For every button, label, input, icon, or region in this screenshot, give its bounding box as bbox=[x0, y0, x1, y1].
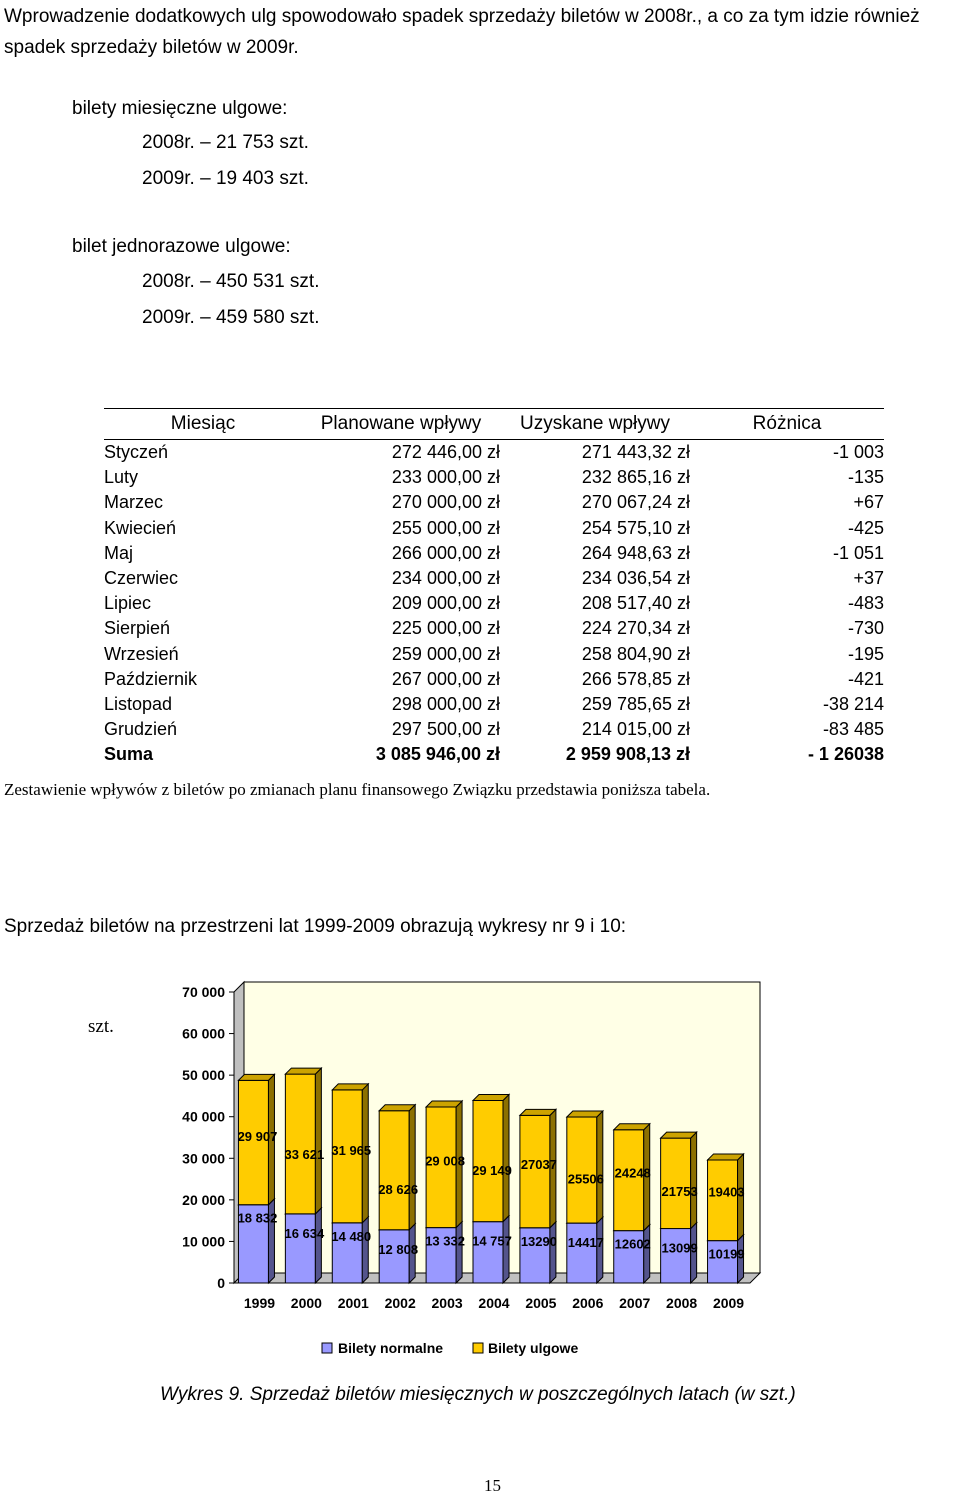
x-tick-label: 2008 bbox=[666, 1295, 698, 1311]
header-difference: Różnica bbox=[690, 409, 884, 440]
bar-side-2001 bbox=[362, 1217, 368, 1283]
cell-planned: 209 000,00 zł bbox=[391, 593, 500, 614]
cell-difference: -1 003 bbox=[832, 442, 884, 463]
bar-side-2008 bbox=[691, 1132, 697, 1228]
header-actual: Uzyskane wpływy bbox=[500, 409, 690, 440]
revenue-table-container bbox=[104, 408, 884, 767]
revenue-table bbox=[104, 408, 884, 767]
data-label-ulgowe: 33 621 bbox=[284, 1146, 325, 1162]
data-label-ulgowe: 19403 bbox=[708, 1184, 745, 1200]
data-label-ulgowe: 28 626 bbox=[378, 1182, 419, 1198]
x-tick-label: 2006 bbox=[572, 1295, 604, 1311]
intro-paragraph: Wprowadzenie dodatkowych ulg spowodowało spadek sprzedaży biletów w 2008r., a co za tym idzie również spadek sprzedaży biletów w 2009r. bbox=[4, 6, 920, 58]
table-row bbox=[104, 667, 884, 692]
sum-cell-difference: - 1 26038 bbox=[807, 744, 884, 765]
bar-side-2000 bbox=[315, 1068, 321, 1214]
data-label-ulgowe: 31 965 bbox=[331, 1143, 372, 1159]
table-row bbox=[104, 440, 884, 466]
bar-top-2002 bbox=[379, 1105, 415, 1111]
cell-actual: 258 804,90 zł bbox=[581, 643, 690, 664]
data-label-normalne: 13 332 bbox=[425, 1233, 465, 1249]
x-tick-label: 2000 bbox=[290, 1295, 322, 1311]
data-label-normalne: 18 832 bbox=[237, 1210, 278, 1226]
bar-top-2004 bbox=[473, 1094, 509, 1100]
cell-month: Grudzień bbox=[104, 719, 178, 740]
bar-top-2003 bbox=[426, 1101, 462, 1107]
cell-actual: 264 948,63 zł bbox=[581, 542, 690, 563]
bar-side-2003 bbox=[456, 1222, 462, 1283]
cell-actual: 270 067,24 zł bbox=[581, 492, 690, 513]
bar-side-2007 bbox=[644, 1225, 650, 1283]
cell-planned: 233 000,00 zł bbox=[391, 467, 500, 488]
bar-ulgowe-2009 bbox=[708, 1160, 738, 1241]
table-row bbox=[104, 717, 884, 742]
x-tick-label: 2001 bbox=[337, 1295, 369, 1311]
table-row bbox=[104, 490, 884, 515]
cell-difference: -483 bbox=[847, 593, 884, 614]
y-unit-label: szt. bbox=[88, 1016, 114, 1037]
page-number: 15 bbox=[484, 1476, 501, 1495]
cell-month: Czerwiec bbox=[104, 568, 179, 589]
data-label-ulgowe: 27037 bbox=[520, 1157, 557, 1173]
bar-top-2005 bbox=[520, 1109, 556, 1115]
chart-caption: Wykres 9. Sprzedaż biletów miesięcznych w poszczególnych latach (w szt.) bbox=[160, 1384, 796, 1405]
cell-difference: -730 bbox=[847, 618, 884, 639]
cell-difference: -421 bbox=[847, 668, 884, 689]
cell-planned: 298 000,00 zł bbox=[391, 693, 500, 714]
table-row bbox=[104, 692, 884, 717]
sum-cell-actual: 2 959 908,13 zł bbox=[565, 744, 690, 765]
cell-actual: 224 270,34 zł bbox=[581, 618, 690, 639]
data-label-ulgowe: 25506 bbox=[567, 1171, 604, 1187]
data-label-normalne: 13099 bbox=[661, 1240, 698, 1256]
x-tick-label: 2005 bbox=[525, 1295, 557, 1311]
data-label-normalne: 12602 bbox=[614, 1236, 651, 1252]
table-row bbox=[104, 516, 884, 541]
table-row bbox=[104, 465, 884, 490]
y-tick-label: 0 bbox=[217, 1275, 225, 1291]
legend-label-normalne: Bilety normalne bbox=[338, 1340, 444, 1356]
x-tick-label: 2004 bbox=[478, 1295, 510, 1311]
bar-ulgowe-2004 bbox=[473, 1100, 503, 1221]
bar-top-2006 bbox=[567, 1111, 603, 1117]
cell-planned: 255 000,00 zł bbox=[391, 517, 500, 538]
bar-top-2001 bbox=[332, 1084, 368, 1090]
bar-side-2000 bbox=[315, 1208, 321, 1283]
cell-actual: 266 578,85 zł bbox=[581, 668, 690, 689]
cell-difference: -1 051 bbox=[832, 542, 884, 563]
sum-cell-month: Suma bbox=[104, 744, 154, 765]
bar-normalne-2006 bbox=[567, 1223, 597, 1283]
cell-difference: -38 214 bbox=[822, 693, 884, 714]
sum-cell-planned: 3 085 946,00 zł bbox=[375, 744, 500, 765]
cell-planned: 234 000,00 zł bbox=[391, 568, 500, 589]
cell-month: Luty bbox=[104, 467, 139, 488]
x-tick-label: 2007 bbox=[619, 1295, 651, 1311]
data-label-ulgowe: 29 008 bbox=[425, 1153, 465, 1169]
data-label-normalne: 14 757 bbox=[472, 1233, 512, 1249]
data-label-normalne: 10199 bbox=[708, 1246, 745, 1262]
bar-ulgowe-2000 bbox=[285, 1074, 315, 1214]
x-tick-label: 2002 bbox=[384, 1295, 416, 1311]
cell-planned: 266 000,00 zł bbox=[391, 542, 500, 563]
data-label-ulgowe: 29 149 bbox=[472, 1163, 512, 1179]
legend-swatch-normalne bbox=[322, 1343, 332, 1353]
cell-planned: 259 000,00 zł bbox=[391, 643, 500, 664]
cell-difference: -195 bbox=[847, 643, 884, 664]
cell-actual: 234 036,54 zł bbox=[581, 568, 690, 589]
bar-ulgowe-2002 bbox=[379, 1111, 409, 1230]
cell-actual: 208 517,40 zł bbox=[581, 593, 690, 614]
bar-ulgowe-2006 bbox=[567, 1117, 597, 1223]
cell-actual: 259 785,65 zł bbox=[581, 693, 690, 714]
cell-month: Lipiec bbox=[104, 593, 152, 614]
cell-actual: 254 575,10 zł bbox=[581, 517, 690, 538]
bar-top-2008 bbox=[661, 1132, 697, 1138]
bar-normalne-2004 bbox=[473, 1222, 503, 1283]
legend-swatch-ulgowe bbox=[473, 1343, 483, 1353]
bar-normalne-2008 bbox=[661, 1229, 691, 1283]
header-month: Miesiąc bbox=[104, 409, 302, 440]
cell-actual: 214 015,00 zł bbox=[581, 719, 690, 740]
cell-month: Wrzesień bbox=[104, 643, 179, 664]
cell-planned: 267 000,00 zł bbox=[391, 668, 500, 689]
table-body bbox=[104, 440, 884, 768]
cell-actual: 232 865,16 zł bbox=[581, 467, 690, 488]
table-row bbox=[104, 566, 884, 591]
y-tick-label: 30 000 bbox=[182, 1150, 225, 1167]
cell-month: Październik bbox=[104, 668, 198, 689]
x-tick-label: 2003 bbox=[431, 1295, 463, 1311]
cell-planned: 297 500,00 zł bbox=[391, 719, 500, 740]
y-tick-label: 60 000 bbox=[182, 1025, 225, 1042]
bar-side-2006 bbox=[597, 1111, 603, 1223]
bar-top-2000 bbox=[285, 1068, 321, 1074]
table-row bbox=[104, 616, 884, 641]
bar-side-2002 bbox=[409, 1105, 415, 1230]
y-tick-label: 20 000 bbox=[182, 1191, 225, 1208]
cell-planned: 272 446,00 zł bbox=[391, 442, 500, 463]
single-item-2009: 2009r. – 459 580 szt. bbox=[142, 307, 320, 328]
table-row bbox=[104, 642, 884, 667]
data-label-normalne: 13290 bbox=[520, 1233, 557, 1249]
data-label-normalne: 16 634 bbox=[284, 1225, 325, 1241]
sales-intro: Sprzedaż biletów na przestrzeni lat 1999-2009 obrazują wykresy nr 9 i 10: bbox=[4, 916, 627, 937]
cell-difference: +67 bbox=[853, 492, 884, 513]
cell-month: Maj bbox=[104, 542, 134, 563]
single-heading: bilet jednorazowe ulgowe: bbox=[72, 236, 291, 257]
cell-month: Kwiecień bbox=[104, 517, 177, 538]
cell-month: Listopad bbox=[104, 693, 173, 714]
table-row bbox=[104, 591, 884, 616]
legend-label-ulgowe: Bilety ulgowe bbox=[488, 1340, 579, 1356]
bar-top-2007 bbox=[614, 1124, 650, 1130]
bar-side-2004 bbox=[503, 1216, 509, 1283]
cell-month: Styczeń bbox=[104, 442, 169, 463]
data-label-normalne: 14417 bbox=[567, 1235, 604, 1251]
bar-top-1999 bbox=[238, 1074, 274, 1080]
ticket-sales-chart bbox=[0, 960, 960, 1380]
monthly-item-2009: 2009r. – 19 403 szt. bbox=[142, 168, 309, 189]
y-tick-label: 70 000 bbox=[182, 984, 225, 1000]
table-row bbox=[104, 541, 884, 566]
bar-normalne-2000 bbox=[285, 1214, 315, 1283]
cell-actual: 271 443,32 zł bbox=[581, 442, 690, 463]
y-tick-label: 10 000 bbox=[182, 1233, 225, 1250]
data-label-normalne: 12 808 bbox=[378, 1241, 419, 1257]
table-note: Zestawienie wpływów z biletów po zmianach planu finansowego Związku przedstawia poniższa tabela. bbox=[4, 780, 711, 799]
data-label-normalne: 14 480 bbox=[331, 1228, 372, 1244]
bar-top-2009 bbox=[708, 1154, 744, 1160]
cell-planned: 225 000,00 zł bbox=[391, 618, 500, 639]
cell-difference: -135 bbox=[847, 467, 884, 488]
x-tick-label: 2009 bbox=[712, 1295, 745, 1311]
data-label-ulgowe: 21753 bbox=[661, 1183, 698, 1199]
table-sum-row bbox=[104, 742, 884, 767]
cell-month: Marzec bbox=[104, 492, 164, 513]
y-tick-label: 50 000 bbox=[182, 1067, 225, 1084]
cell-month: Sierpień bbox=[104, 618, 171, 639]
single-item-2008: 2008r. – 450 531 szt. bbox=[142, 271, 320, 292]
y-tick-label: 40 000 bbox=[182, 1108, 225, 1125]
cell-planned: 270 000,00 zł bbox=[391, 492, 500, 513]
cell-difference: +37 bbox=[853, 568, 884, 589]
cell-difference: -83 485 bbox=[822, 719, 884, 740]
header-planned: Planowane wpływy bbox=[302, 409, 500, 440]
data-label-ulgowe: 29 907 bbox=[237, 1128, 278, 1144]
x-tick-label: 1999 bbox=[243, 1295, 276, 1311]
bar-side-2005 bbox=[550, 1222, 556, 1283]
monthly-item-2008: 2008r. – 21 753 szt. bbox=[142, 132, 309, 153]
cell-difference: -425 bbox=[847, 517, 884, 538]
data-label-ulgowe: 24248 bbox=[614, 1165, 651, 1181]
bar-side-2004 bbox=[503, 1094, 509, 1221]
monthly-heading: bilety miesięczne ulgowe: bbox=[72, 98, 288, 119]
table-header-row bbox=[104, 409, 884, 440]
